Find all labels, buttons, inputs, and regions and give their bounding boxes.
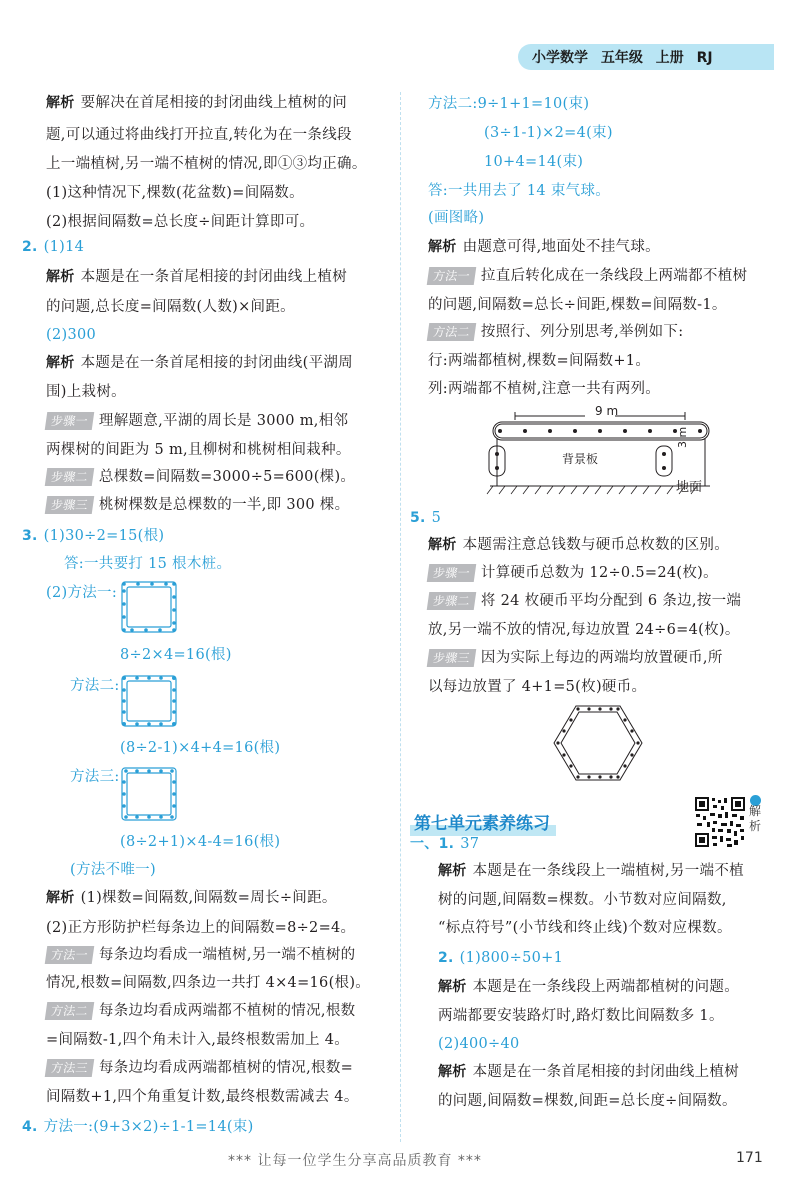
- text-line: 步骤一 计算硬币总数为 12÷0.5=24(枚)。: [428, 563, 718, 583]
- step-tag: 步骤一: [45, 412, 94, 430]
- formula: (8÷2+1)×4-4=16(根): [120, 834, 281, 850]
- answer: 10+4=14(束): [484, 154, 584, 170]
- note: (画图略): [428, 210, 485, 226]
- text-line: (1)这种情况下,棵数(花盆数)=间隔数。: [46, 185, 304, 201]
- answer: 答:一共用去了 14 束气球。: [428, 183, 611, 199]
- text-line: 围)上栽树。: [46, 384, 126, 400]
- formula: (8÷2-1)×4+4=16(根): [120, 740, 281, 756]
- jiexi-label: 解析: [46, 95, 75, 111]
- jiexi-label: 解析: [438, 1064, 467, 1080]
- text-line: 步骤一 理解题意,平湖的周长是 3000 m,相邻: [46, 411, 348, 431]
- text-line: 的问题,间隔数=总长÷间距,棵数=间隔数-1。: [428, 297, 727, 313]
- jiexi-label: 解析: [46, 269, 75, 285]
- jiexi-label: 解析: [46, 890, 75, 906]
- question-number: 一、1.: [410, 836, 455, 852]
- text-line: 方法一 每条边均看成一端植树,另一端不植树的: [46, 945, 355, 965]
- text-line: (2)正方形防护栏每条边上的间隔数=8÷2=4。: [46, 920, 356, 936]
- header-subject: 小学数学: [532, 50, 588, 66]
- answer: 方法二:9÷1+1=10(束): [428, 96, 590, 112]
- question-number: 2.: [438, 950, 454, 966]
- answer: 方法一:(9+3×2)÷1-1=14(束): [43, 1119, 254, 1135]
- step-tag: 步骤一: [427, 564, 476, 582]
- jiexi-label: 解析: [438, 863, 467, 879]
- formula: 8÷2×4=16(根): [120, 647, 232, 663]
- text-line: 方法一 拉直后转化成在一条线段上两端都不植树: [428, 266, 747, 286]
- answer: (2)300: [46, 327, 97, 343]
- question-2: [22, 237, 84, 257]
- question-number: 2.: [22, 239, 38, 255]
- unit-title: 第七单元素养练习: [410, 812, 556, 836]
- square-fence-figure-3: [118, 764, 180, 824]
- text-line: 的问题,间隔数=棵数,间距=总长度÷间隔数。: [438, 1093, 737, 1109]
- step-tag: 步骤二: [427, 592, 476, 610]
- jiexi-label: 解析: [438, 979, 467, 995]
- jiexi-label: 解析: [428, 537, 457, 553]
- text-line: 解析 本题是在一条首尾相接的封闭曲线(平湖周: [46, 355, 353, 371]
- square-fence-figure-1: [118, 578, 180, 636]
- page-number: 171: [736, 1150, 763, 1166]
- jiexi-label: 解析: [46, 355, 75, 371]
- hexagon-coin-figure: [548, 700, 648, 786]
- text-line: 解析 要解决在首尾相接的封闭曲线上植树的问: [46, 95, 348, 111]
- question-3: [22, 526, 164, 546]
- text-line: 以每边放置了 4+1=5(枚)硬币。: [428, 679, 647, 695]
- diagram-height-label: 3 m: [676, 426, 689, 448]
- text-line: 列:两端都不植树,注意一共有两列。: [428, 381, 661, 397]
- question-2: [438, 948, 563, 968]
- text-line: 解析 本题需注意总钱数与硬币总枚数的区别。: [428, 537, 730, 553]
- text-line: 放,另一端不放的情况,每边放置 24÷6=4(枚)。: [428, 622, 740, 638]
- method-tag: 方法一: [45, 946, 94, 964]
- text-line: “标点符号”(小节线和终止线)个数对应棵数。: [438, 920, 732, 936]
- header-edition: RJ: [696, 50, 713, 66]
- text-line: 方法三 每条边均看成两端都植树的情况,根数=: [46, 1058, 353, 1078]
- method-tag: 方法三: [45, 1059, 94, 1077]
- text-line: 行:两端都植树,棵数=间隔数+1。: [428, 353, 651, 369]
- question-number: 3.: [22, 528, 38, 544]
- answer: (1)14: [43, 239, 85, 255]
- answer: (2)400÷40: [438, 1036, 520, 1052]
- text-line: 树的问题,间隔数=棵数。小节数对应间隔数,: [438, 892, 727, 908]
- method-tag: 方法二: [427, 323, 476, 341]
- text-line: 方法二 每条边均看成两端都不植树的情况,根数: [46, 1001, 355, 1021]
- answer: 答:一共要打 15 根木桩。: [64, 556, 232, 572]
- text-line: 解析 本题是在一条首尾相接的封闭曲线上植树: [438, 1064, 740, 1080]
- question-number: 4.: [22, 1119, 38, 1135]
- text-line: 上一端植树,另一端不植树的情况,即①③均正确。: [46, 156, 367, 172]
- text-line: 步骤三 因为实际上每边的两端均放置硬币,所: [428, 648, 723, 668]
- answer: 37: [460, 836, 480, 852]
- text-line: 两棵树的间距为 5 m,且柳树和桃树相间栽种。: [46, 442, 351, 458]
- answer: (1)30÷2=15(根): [43, 528, 165, 544]
- section-1: [410, 834, 479, 854]
- diagram-ground-label: 地面: [676, 480, 703, 495]
- text-line: =间隔数-1,四个角未计入,最终根数需加上 4。: [46, 1032, 350, 1048]
- text-line: 解析 本题是在一条线段上两端都植树的问题。: [438, 979, 740, 995]
- footer-slogan: *** 让每一位学生分享高品质教育 ***: [228, 1153, 482, 1169]
- question-4: [22, 1117, 254, 1137]
- method-label: (2)方法一:: [46, 585, 118, 601]
- diagram-board-label: 背景板: [562, 452, 599, 466]
- answer: (1)800÷50+1: [459, 950, 564, 966]
- qr-code-icon[interactable]: [694, 796, 746, 848]
- diagram-width-label: 9 m: [595, 404, 619, 418]
- text-line: 间隔数+1,四个角重复计数,最终根数需减去 4。: [46, 1089, 359, 1105]
- text-line: 两端都要安装路灯时,路灯数比间隔数多 1。: [438, 1008, 724, 1024]
- method-tag: 方法一: [427, 267, 476, 285]
- step-tag: 步骤二: [45, 468, 94, 486]
- jiexi-label: 解析: [428, 239, 457, 255]
- text-line: 题,可以通过将曲线打开拉直,转化为在一条线段: [46, 127, 352, 143]
- text-line: 解析 本题是在一条首尾相接的封闭曲线上植树: [46, 269, 348, 285]
- qr-caption: 解析: [748, 804, 761, 833]
- method-label: 方法三:: [70, 769, 120, 785]
- header-grade: 五年级: [600, 50, 643, 66]
- square-fence-figure-2: [118, 672, 180, 730]
- step-tag: 步骤三: [45, 496, 94, 514]
- note: (方法不唯一): [70, 862, 156, 878]
- text-line: 解析 本题是在一条线段上一端植树,另一端不植: [438, 863, 744, 879]
- text-line: 步骤三 桃树棵数是总棵数的一半,即 300 棵。: [46, 495, 349, 515]
- step-tag: 步骤三: [427, 649, 476, 667]
- text-line: (2)根据间隔数=总长度÷间距计算即可。: [46, 214, 315, 230]
- question-5: [410, 508, 441, 528]
- text-line: 解析 (1)棵数=间隔数,间隔数=周长÷间距。: [46, 890, 337, 906]
- text-line: 方法二 按照行、列分别思考,举例如下:: [428, 322, 683, 342]
- method-label: 方法二:: [70, 678, 120, 694]
- answer: 5: [431, 510, 442, 526]
- text-line: 的问题,总长度=间隔数(人数)×间距。: [46, 299, 295, 315]
- header-breadcrumb: [532, 47, 713, 67]
- answer: (3÷1-1)×2=4(束): [484, 125, 613, 141]
- column-divider: [400, 92, 401, 1142]
- method-tag: 方法二: [45, 1002, 94, 1020]
- text-line: 步骤二 将 24 枚硬币平均分配到 6 条边,按一端: [428, 591, 741, 611]
- text-line: 情况,根数=间隔数,四条边一共打 4×4=16(根)。: [46, 975, 371, 991]
- text-line: 步骤二 总棵数=间隔数=3000÷5=600(棵)。: [46, 467, 355, 487]
- header-volume: 上册: [655, 50, 684, 66]
- question-number: 5.: [410, 510, 426, 526]
- text-line: 解析 由题意可得,地面处不挂气球。: [428, 239, 660, 255]
